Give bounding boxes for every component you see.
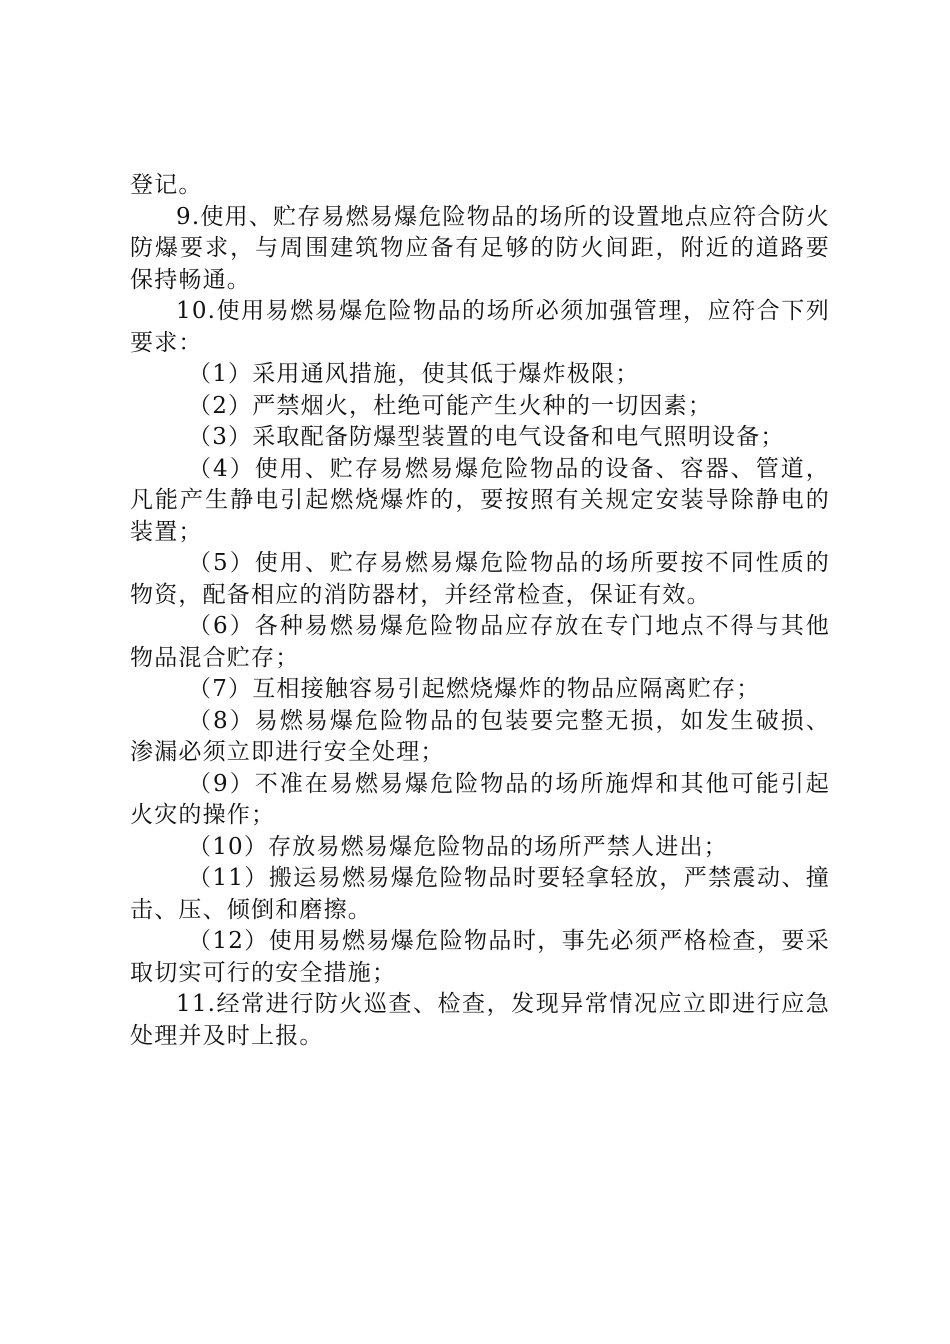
sub-item-3: （3）采取配备防爆型装置的电气设备和电气照明设备； <box>188 424 785 450</box>
sub-item-10: （10）存放易燃易爆危险物品的场所严禁人进出； <box>188 833 728 860</box>
sub-item-11: （11）搬运易燃易爆危险物品时要轻拿轻放，严禁震动、撞击、压、倾倒和磨擦。 <box>130 865 830 923</box>
sub-item-9: （9）不准在易燃易爆危险物品的场所施焊和其他可能引起火灾的操作； <box>130 770 830 828</box>
sub-item-7: （7）互相接触容易引起燃烧爆炸的物品应隔离贮存； <box>188 676 761 702</box>
sub-item-2: （2）严禁烟火，杜绝可能产生火种的一切因素； <box>188 392 713 419</box>
paragraph-item-9: 9.使用、贮存易燃易爆危险物品的场所的设置地点应符合防火防爆要求，与周围建筑物应备有足够的防火间距，附近的道路要保持畅通。 <box>130 203 830 293</box>
sub-item-6: （6）各种易燃易爆危险物品应存放在专门地点不得与其他物品混合贮存； <box>130 613 830 671</box>
document-page <box>130 170 830 1052</box>
sub-item-4: （4）使用、贮存易燃易爆危险物品的设备、容器、管道，凡能产生静电引起燃烧爆炸的，要按照有关规定安装导除静电的装置； <box>130 455 830 545</box>
paragraph-item-10: 10.使用易燃易爆危险物品的场所必须加强管理，应符合下列要求： <box>130 298 830 356</box>
sub-item-8: （8）易燃易爆危险物品的包装要完整无损，如发生破损、渗漏必须立即进行安全处理； <box>130 707 830 765</box>
sub-item-5: （5）使用、贮存易燃易爆危险物品的场所要按不同性质的物资，配备相应的消防器材，并经常检查，保证有效。 <box>130 550 830 608</box>
paragraph-item-11: 11.经常进行防火巡查、检查，发现异常情况应立即进行应急处理并及时上报。 <box>130 991 830 1049</box>
sub-item-1: （1）采用通风措施，使其低于爆炸极限； <box>188 361 640 387</box>
sub-item-12: （12）使用易燃易爆危险物品时，事先必须严格检查，要采取切实可行的安全措施； <box>130 928 830 986</box>
paragraph-continuation: 登记。 <box>130 172 203 198</box>
